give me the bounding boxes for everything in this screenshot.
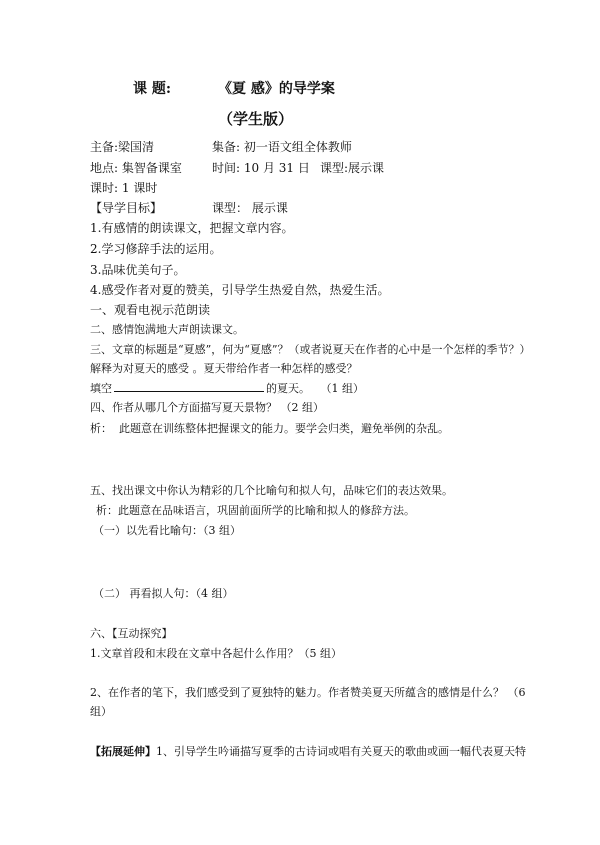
goal-item-1: 1.有感情的朗读课文，把握文章内容。	[90, 221, 294, 235]
step-6	[90, 626, 173, 642]
location-label: 地点:	[90, 161, 119, 175]
step-5-part-2: （二） 再看拟人句：（4 组）	[93, 587, 234, 600]
fill-blank-row	[90, 380, 364, 397]
goals-type-value: 展示课	[251, 201, 288, 215]
time-label: 时间:	[212, 161, 241, 175]
chief-label: 主备:	[90, 140, 119, 154]
meta-collective	[212, 139, 352, 155]
collective-value: 初一语文组全体教师	[243, 140, 352, 154]
step-4-analysis-text: 此题意在训练整体把握课文的能力。要学会归类，避免举例的杂乱。	[119, 422, 449, 435]
step-6-heading: 【互动探究】	[112, 627, 173, 640]
step-5-analysis	[96, 503, 415, 519]
page-subtitle: （学生版）	[218, 110, 294, 128]
extension-text: 1、引导学生吟诵描写夏季的古诗词或唱有关夏天的歌曲或画一幅代表夏天特	[156, 745, 526, 758]
step-6-question-1: 1.文章首段和末段在文章中各起什么作用？（5 组）	[90, 647, 342, 660]
step-4-analysis	[90, 421, 449, 437]
subject-label: 课 题:	[133, 81, 172, 97]
step-4: 四、作者从哪几个方面描写夏天景物？ （2 组）	[90, 401, 324, 414]
fill-suffix: 的夏天。	[266, 382, 310, 395]
step-6-question-2: 2、在作者的笔下，我们感受到了夏独特的魅力。作者赞美夏天所蕴含的感情是什么？ （6	[90, 686, 526, 699]
hours-value: 1 课时	[121, 181, 158, 195]
goal-item-2: 2.学习修辞手法的运用。	[90, 242, 222, 256]
fill-group: （1 组）	[320, 382, 364, 395]
goals-type	[212, 200, 288, 216]
step-5-analysis-label: 析：	[96, 504, 118, 517]
extension-heading: 【拓展延伸】	[90, 745, 156, 758]
meta-time	[212, 160, 310, 176]
step-1: 一、观看电视示范朗读	[90, 303, 211, 317]
goal-item-4: 4.感受作者对夏的赞美，引导学生热爱自然，热爱生活。	[90, 283, 390, 297]
meta-hours	[90, 180, 157, 196]
page-title: 《夏 感》的导学案	[218, 81, 335, 97]
fill-label: 填空	[90, 382, 112, 395]
goals-type-label: 课型：	[212, 201, 249, 215]
hours-label: 课时:	[90, 181, 119, 195]
goals-heading: 【导学目标】	[90, 201, 163, 215]
meta-location	[90, 160, 182, 176]
location-value: 集智备课室	[121, 161, 182, 175]
step-2: 二、感情饱满地大声朗读课文。	[90, 323, 244, 336]
step-5: 五、找出课文中你认为精彩的几个比喻句和拟人句，品味它们的表达效果。	[90, 484, 453, 497]
meta-row-1	[90, 139, 154, 155]
step-3-line-2: 解释为对夏天的感受 。夏天带给作者一种怎样的感受？	[90, 362, 358, 375]
goal-item-3: 3.品味优美句子。	[90, 263, 186, 277]
type-label: 课型:	[320, 161, 349, 175]
fill-blank-line	[114, 380, 264, 392]
step-4-analysis-label: 析：	[90, 422, 112, 435]
type-value: 展示课	[348, 161, 385, 175]
meta-type	[320, 160, 384, 176]
step-3: 三、文章的标题是“夏感”，何为“夏感”？（或者说夏天在作者的心中是一个怎样的季节？）	[90, 343, 531, 356]
time-value: 10 月 31 日	[243, 161, 310, 175]
collective-label: 集备:	[212, 140, 241, 154]
extension-row	[90, 744, 526, 760]
step-5-part-1: （一）以先看比喻句：（3 组）	[93, 524, 241, 537]
chief-value: 梁国清	[118, 140, 155, 154]
step-6-prefix: 六、	[90, 627, 112, 640]
step-5-analysis-text: 此题意在品味语言，巩固前面所学的比喻和拟人的修辞方法。	[118, 504, 415, 517]
step-6-question-2-cont: 组）	[90, 705, 112, 718]
